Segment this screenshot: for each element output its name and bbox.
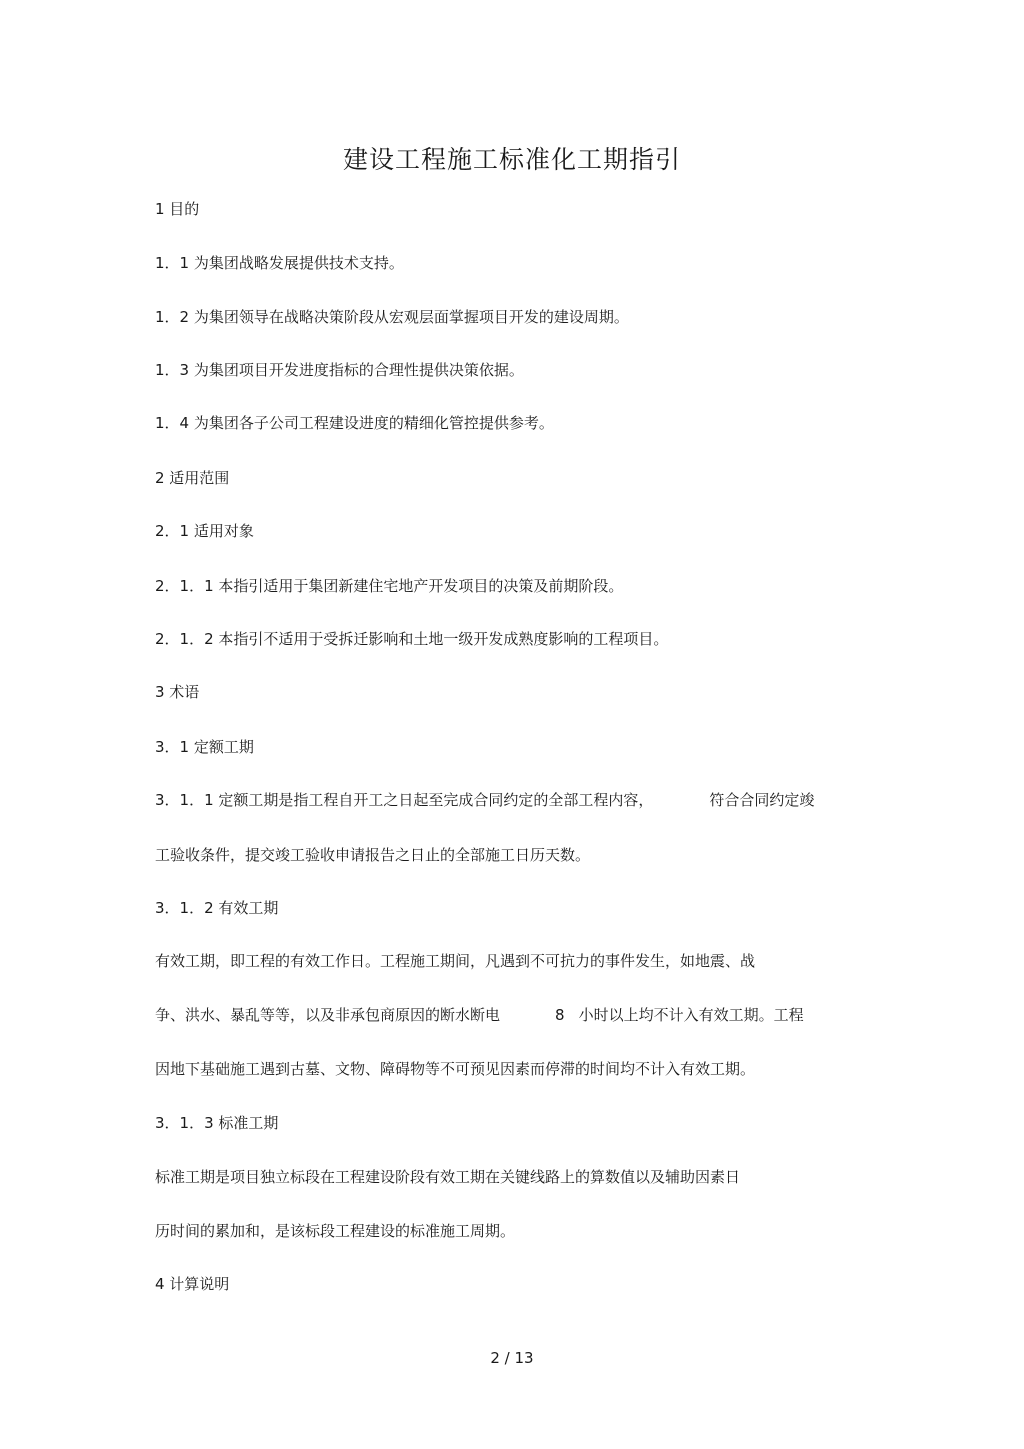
paragraph-3-1-1-line-2: 工验收条件，提交竣工验收申请报告之日止的全部施工日历天数。: [155, 846, 591, 864]
paragraph-3-1-2-line-1: 有效工期，即工程的有效工作日。工程施工期间，凡遇到不可抗力的事件发生，如地震、战: [155, 952, 756, 970]
paragraph-3-1-1-line-1: [155, 790, 814, 810]
paragraph-1-4: 1．4 为集团各子公司工程建设进度的精细化管控提供参考。: [155, 414, 554, 432]
section-heading-calculation: 4 计算说明: [155, 1275, 230, 1293]
paragraph-3-1-1-text-b: 符合合同约定竣: [709, 791, 815, 809]
subheading-3-1-3: 3．1．3 标准工期: [155, 1114, 279, 1132]
page-number: 2 / 13: [490, 1349, 534, 1367]
paragraph-3-1-2-number: 8: [555, 1006, 565, 1024]
paragraph-2-1-1: 2．1．1 本指引适用于集团新建住宅地产开发项目的决策及前期阶段。: [155, 577, 624, 595]
paragraph-3-1-2-text-a: 争、洪水、暴乱等等，以及非承包商原因的断水断电: [155, 1006, 501, 1024]
paragraph-3-1-1-text-a: 3．1．1 定额工期是指工程自开工之日起至完成合同约定的全部工程内容，: [155, 791, 654, 809]
paragraph-3-1-2-line-3: 因地下基础施工遇到古墓、文物、障碍物等不可预见因素而停滞的时间均不计入有效工期。: [155, 1060, 756, 1078]
paragraph-3-1-3-line-2: 历时间的累加和，是该标段工程建设的标准施工周期。: [155, 1222, 516, 1240]
paragraph-1-3: 1．3 为集团项目开发进度指标的合理性提供决策依据。: [155, 361, 524, 379]
section-heading-terms: 3 术语: [155, 683, 200, 701]
paragraph-2-1-2: 2．1．2 本指引不适用于受拆迁影响和土地一级开发成熟度影响的工程项目。: [155, 630, 669, 648]
section-heading-purpose: 1 目的: [155, 200, 200, 218]
section-heading-scope: 2 适用范围: [155, 469, 230, 487]
document-title: 建设工程施工标准化工期指引: [342, 145, 681, 174]
subheading-3-1: 3．1 定额工期: [155, 738, 254, 756]
subheading-3-1-2: 3．1．2 有效工期: [155, 899, 279, 917]
paragraph-3-1-2-text-b: 小时以上均不计入有效工期。工程: [578, 1006, 804, 1024]
paragraph-3-1-2-line-2: [155, 1005, 804, 1025]
paragraph-1-2: 1．2 为集团领导在战略决策阶段从宏观层面掌握项目开发的建设周期。: [155, 308, 629, 326]
subheading-2-1: 2．1 适用对象: [155, 522, 254, 540]
paragraph-3-1-3-line-1: 标准工期是项目独立标段在工程建设阶段有效工期在关键线路上的算数值以及辅助因素日: [155, 1168, 741, 1186]
paragraph-1-1: 1．1 为集团战略发展提供技术支持。: [155, 254, 404, 272]
